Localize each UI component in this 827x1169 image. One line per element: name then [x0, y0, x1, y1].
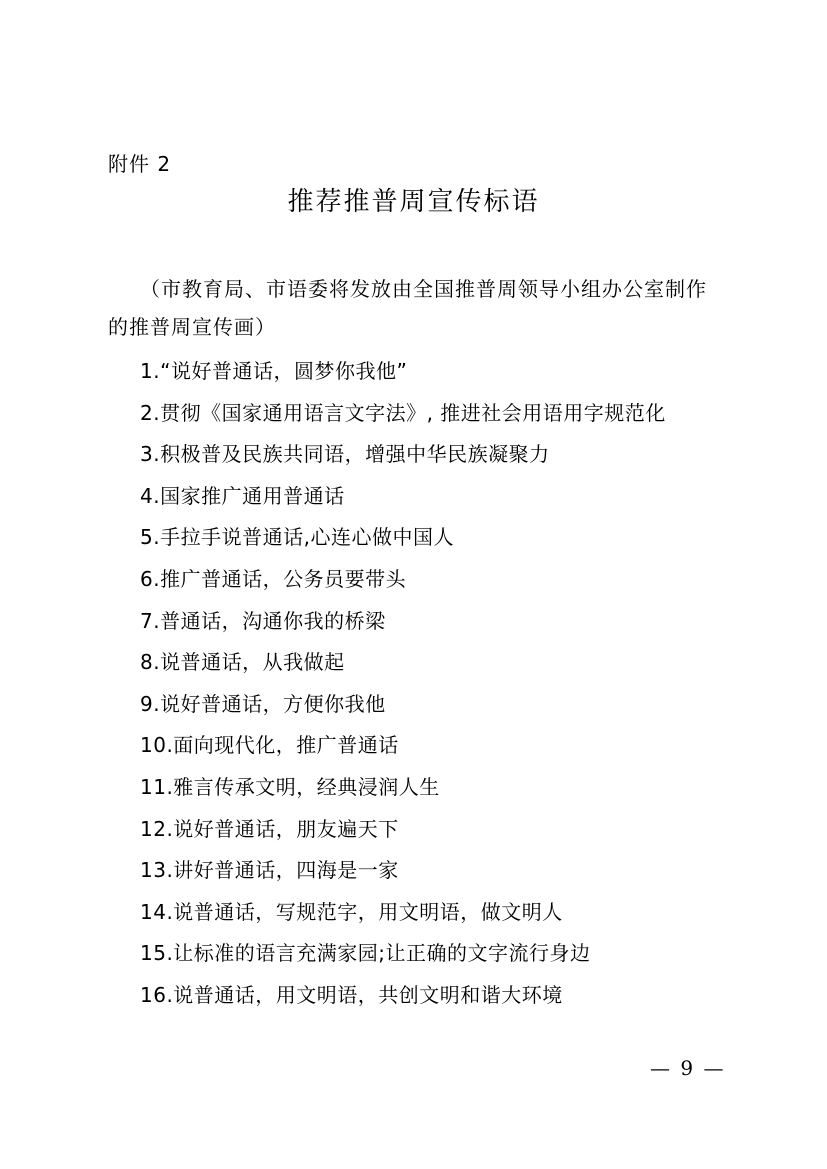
attachment-label: 附件 2 — [108, 152, 172, 176]
slogan-item: 15.让标准的语言充满家园;让正确的文字流行身边 — [140, 941, 591, 966]
slogan-item: 1.“说好普通话，圆梦你我他” — [140, 359, 408, 383]
document-title: 推荐推普周宣传标语 — [287, 187, 540, 217]
slogan-list — [140, 354, 740, 1020]
slogan-item: 2.贯彻《国家通用语言文字法》, 推进社会用语用字规范化 — [140, 400, 666, 425]
slogan-item: 10.面向现代化，推广普通话 — [140, 733, 399, 758]
slogan-item: 11.雅言传承文明，经典浸润人生 — [140, 774, 440, 799]
slogan-item: 14.说普通话，写规范字，用文明语，做文明人 — [140, 899, 563, 924]
slogan-item: 9.说好普通话，方便你我他 — [140, 691, 386, 716]
slogan-item: 12.说好普通话，朋友遍天下 — [140, 816, 399, 841]
slogan-item: 8.说普通话，从我做起 — [140, 650, 345, 675]
slogan-item: 5.手拉手说普通话,心连心做中国人 — [140, 525, 454, 550]
slogan-item: 6.推广普通话，公务员要带头 — [140, 566, 407, 591]
slogan-item: 13.讲好普通话，四海是一家 — [140, 858, 399, 883]
intro-paragraph: （市教育局、市语委将发放由全国推普周领导小组办公室制作的推普周宣传画） — [108, 277, 707, 339]
slogan-item: 3.积极普及民族共同语，增强中华民族凝聚力 — [140, 442, 550, 467]
page-number: — 9 — — [650, 1056, 726, 1080]
slogan-item: 16.说普通话，用文明语，共创文明和谐大环境 — [140, 982, 563, 1007]
slogan-item: 4.国家推广通用普通话 — [140, 483, 345, 508]
slogan-item: 7.普通话，沟通你我的桥梁 — [140, 608, 386, 633]
